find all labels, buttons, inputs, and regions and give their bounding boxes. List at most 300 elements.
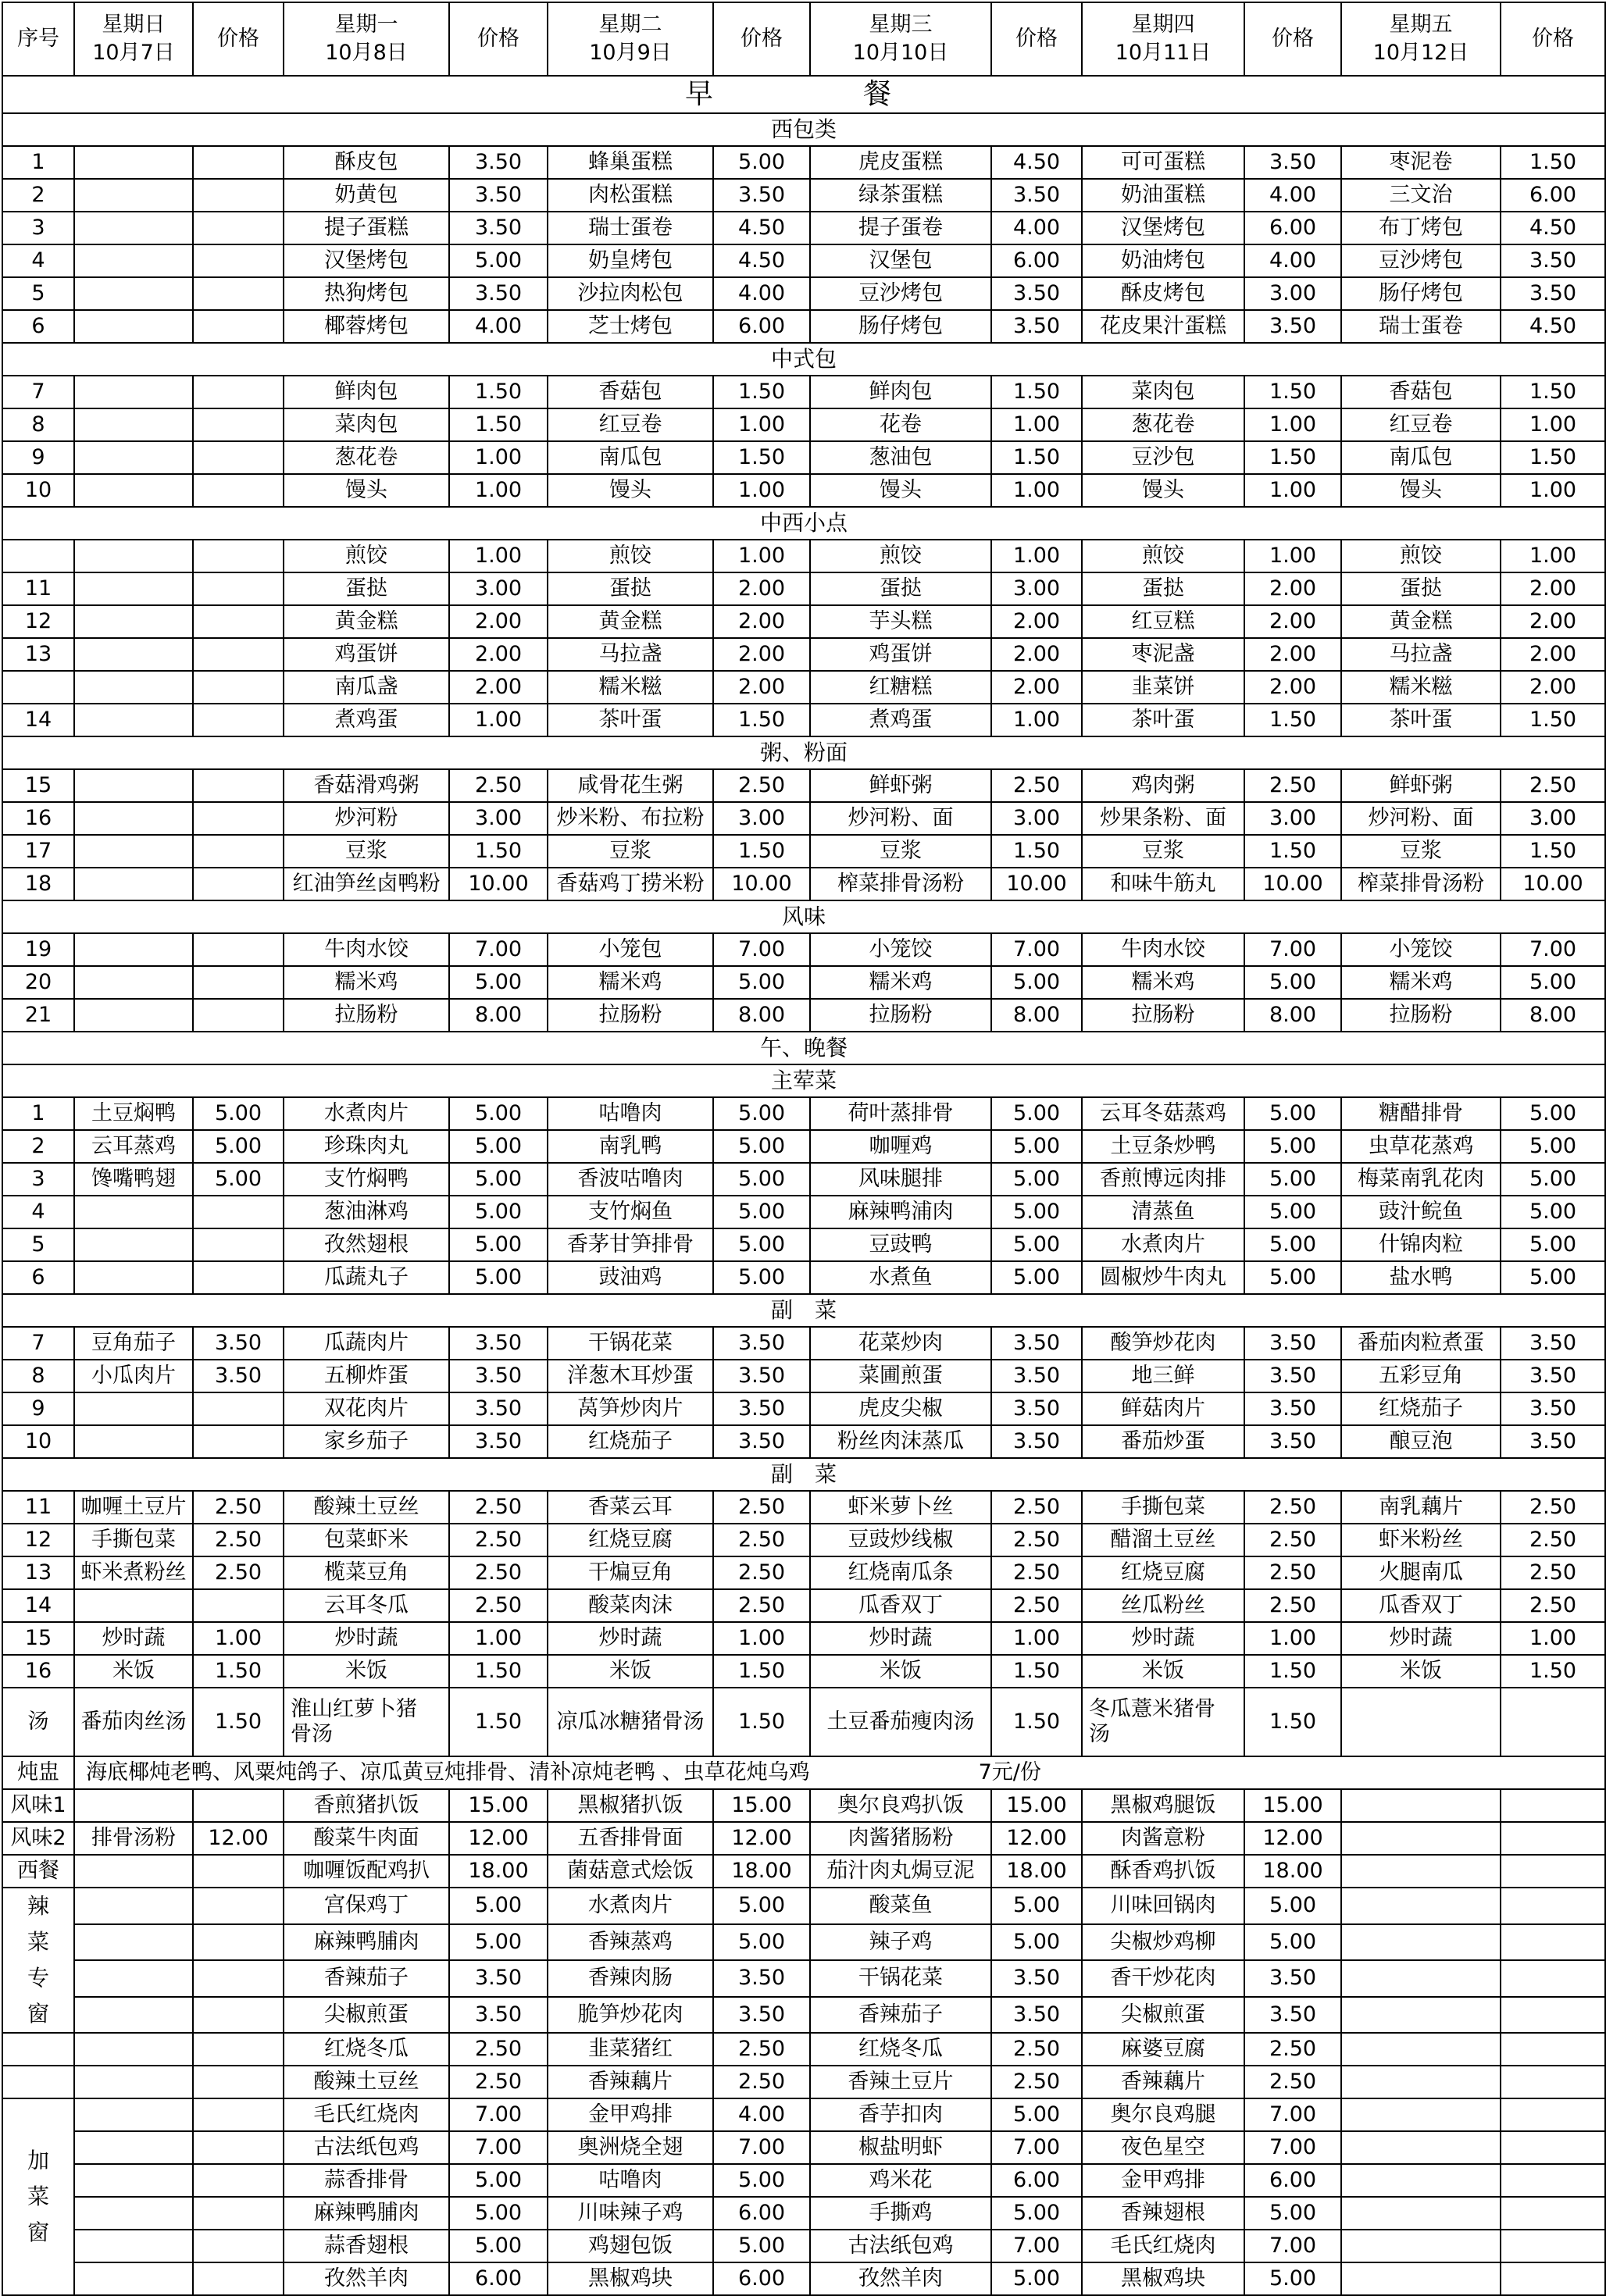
price-cell: 18.00 (1244, 1855, 1341, 1888)
dish-cell: 云耳冬菇蒸鸡 (1082, 1097, 1244, 1130)
price-cell (193, 2230, 284, 2262)
price-cell: 3.00 (1501, 802, 1605, 835)
row-number: 16 (2, 802, 74, 835)
price-cell: 3.00 (991, 802, 1082, 835)
price-cell: 1.50 (449, 835, 548, 868)
dish-cell: 椰蓉烤包 (284, 310, 449, 343)
dish-cell: 茶叶蛋 (548, 704, 713, 736)
price-cell (193, 1960, 284, 1997)
dish-cell (1341, 2131, 1501, 2164)
price-cell: 4.50 (1501, 212, 1605, 244)
price-cell (193, 212, 284, 244)
price-cell: 3.50 (449, 1960, 548, 1997)
price-cell: 5.00 (449, 1130, 548, 1163)
price-cell (193, 1924, 284, 1961)
dish-cell: 炒时蔬 (810, 1622, 991, 1655)
dish-cell: 干煸豆角 (548, 1556, 713, 1589)
dish-cell: 香芋扣肉 (810, 2098, 991, 2131)
section-title: 副 菜 (2, 1458, 1605, 1491)
price-cell: 5.00 (449, 1097, 548, 1130)
dish-cell: 炒河粉、面 (1341, 802, 1501, 835)
dish-cell: 麻婆豆腐 (1082, 2033, 1244, 2066)
dish-cell: 红烧豆腐 (548, 1524, 713, 1556)
row-number: 11 (2, 572, 74, 605)
dish-cell (1341, 2164, 1501, 2197)
dish-cell: 黄金糕 (548, 605, 713, 638)
menu-body (2, 76, 1605, 2295)
dish-cell: 榨菜排骨汤粉 (1341, 868, 1501, 900)
table-row (2, 802, 1605, 835)
price-cell: 5.00 (713, 2164, 810, 2197)
price-cell: 2.50 (1244, 1524, 1341, 1556)
dish-cell: 椒盐明虾 (810, 2131, 991, 2164)
price-cell: 4.50 (713, 244, 810, 277)
dish-cell: 虎皮尖椒 (810, 1392, 991, 1425)
price-cell: 4.00 (713, 277, 810, 310)
price-cell: 2.00 (1501, 605, 1605, 638)
table-row (2, 868, 1605, 900)
price-cell: 5.00 (713, 1097, 810, 1130)
price-cell (193, 572, 284, 605)
price-cell: 3.50 (991, 1360, 1082, 1392)
price-cell: 3.50 (1244, 310, 1341, 343)
dish-cell: 煎饺 (1082, 540, 1244, 572)
dish-cell: 淮山红萝卜猪 骨汤 (284, 1688, 449, 1756)
table-row (2, 704, 1605, 736)
dish-cell (74, 408, 193, 441)
dish-cell: 奶黄包 (284, 179, 449, 212)
row-number: 15 (2, 769, 74, 802)
weekly-menu-table (2, 2, 1606, 2296)
price-cell (193, 474, 284, 507)
dish-cell: 菜肉包 (284, 408, 449, 441)
spicy-row (2, 2033, 1605, 2066)
dish-cell: 五彩豆角 (1341, 1360, 1501, 1392)
price-cell: 2.50 (449, 1524, 548, 1556)
price-cell: 3.00 (1244, 802, 1341, 835)
dish-cell: 咖喱土豆片 (74, 1491, 193, 1524)
row-number: 14 (2, 1589, 74, 1622)
dish-cell: 菌菇意式烩饭 (548, 1855, 713, 1888)
price-cell: 3.50 (713, 1360, 810, 1392)
dish-cell: 马拉盏 (548, 638, 713, 671)
price-cell (193, 2131, 284, 2164)
dish-cell: 炒时蔬 (284, 1622, 449, 1655)
price-cell: 5.00 (193, 1163, 284, 1196)
dish-cell: 瑞士蛋卷 (1341, 310, 1501, 343)
dish-cell: 茄汁肉丸焗豆泥 (810, 1855, 991, 1888)
price-cell: 3.00 (713, 802, 810, 835)
dish-cell: 煮鸡蛋 (810, 704, 991, 736)
dish-cell: 榨菜排骨汤粉 (810, 868, 991, 900)
dish-cell: 煎饺 (548, 540, 713, 572)
dish-cell: 香茅甘笋排骨 (548, 1228, 713, 1261)
dish-cell: 菜肉包 (1082, 376, 1244, 408)
dish-cell: 炒时蔬 (74, 1622, 193, 1655)
dish-cell: 牛肉水饺 (284, 933, 449, 966)
dish-cell: 辣子鸡 (810, 1924, 991, 1961)
dish-cell: 云耳蒸鸡 (74, 1130, 193, 1163)
row-number: 5 (2, 1228, 74, 1261)
dish-cell: 汉堡烤包 (284, 244, 449, 277)
dish-cell: 牛肉水饺 (1082, 933, 1244, 966)
price-cell: 1.50 (1501, 441, 1605, 474)
price-cell: 3.50 (1244, 1425, 1341, 1458)
dish-cell: 尖椒煎蛋 (284, 1997, 449, 2034)
section-row (2, 900, 1605, 933)
price-cell: 2.50 (1244, 769, 1341, 802)
price-cell: 2.50 (1244, 1589, 1341, 1622)
price-cell: 5.00 (713, 1924, 810, 1961)
price-cell: 5.00 (713, 966, 810, 999)
dish-cell: 肠仔烤包 (810, 310, 991, 343)
price-cell: 12.00 (193, 1822, 284, 1855)
spicy-row (2, 1924, 1605, 1961)
dish-cell: 酥皮烤包 (1082, 277, 1244, 310)
section-row (2, 1458, 1605, 1491)
price-cell: 1.50 (193, 1655, 284, 1688)
row-number: 1 (2, 1097, 74, 1130)
price-cell: 1.00 (713, 1622, 810, 1655)
price-cell: 1.00 (991, 704, 1082, 736)
dish-cell: 提子蛋卷 (810, 212, 991, 244)
dish-cell: 虎皮蛋糕 (810, 146, 991, 179)
price-cell: 5.00 (991, 1163, 1082, 1196)
dish-cell: 孜然羊肉 (810, 2262, 991, 2295)
section-row (2, 343, 1605, 376)
price-cell: 1.00 (1501, 540, 1605, 572)
dish-cell: 馒头 (1341, 474, 1501, 507)
price-cell: 2.50 (991, 2033, 1082, 2066)
table-header (2, 2, 1605, 76)
dish-cell: 小笼饺 (1341, 933, 1501, 966)
dish-cell: 鲜肉包 (810, 376, 991, 408)
price-cell: 1.00 (1244, 1622, 1341, 1655)
row-label (2, 2033, 74, 2066)
header-cell: 价格 (1501, 2, 1605, 76)
dish-cell: 咖喱鸡 (810, 1130, 991, 1163)
price-cell: 6.00 (1244, 212, 1341, 244)
price-cell (193, 2098, 284, 2131)
dish-cell: 瑞士蛋卷 (548, 212, 713, 244)
dish-cell: 馒头 (1082, 474, 1244, 507)
dish-cell: 红烧茄子 (548, 1425, 713, 1458)
dish-cell: 黄金糕 (284, 605, 449, 638)
dish-cell: 馋嘴鸭翅 (74, 1163, 193, 1196)
dish-cell: 尖椒煎蛋 (1082, 1997, 1244, 2034)
price-cell: 1.50 (193, 1688, 284, 1756)
price-cell: 1.50 (1244, 1655, 1341, 1688)
price-cell: 3.50 (1244, 1392, 1341, 1425)
price-cell (193, 277, 284, 310)
dish-cell: 炒河粉、面 (810, 802, 991, 835)
dish-cell: 糯米鸡 (810, 966, 991, 999)
price-cell: 5.00 (991, 1261, 1082, 1294)
price-cell: 1.50 (991, 441, 1082, 474)
row-number: 8 (2, 408, 74, 441)
dish-cell: 拉肠粉 (548, 999, 713, 1032)
dish-cell: 汉堡包 (810, 244, 991, 277)
price-cell: 5.00 (1244, 1163, 1341, 1196)
price-cell (193, 933, 284, 966)
price-cell (193, 2066, 284, 2098)
dish-cell: 麻辣鸭脯肉 (284, 2197, 449, 2230)
price-cell: 2.50 (713, 1556, 810, 1589)
price-cell: 3.50 (713, 1392, 810, 1425)
dish-cell: 葱花卷 (284, 441, 449, 474)
row-number: 14 (2, 704, 74, 736)
section-title: 中西小点 (2, 507, 1605, 540)
row-label: 风味1 (2, 1789, 74, 1822)
price-cell: 3.50 (193, 1360, 284, 1392)
price-cell: 5.00 (449, 966, 548, 999)
price-cell: 6.00 (449, 2262, 548, 2295)
price-cell: 2.50 (1244, 2066, 1341, 2098)
dish-cell (74, 212, 193, 244)
dish-cell: 蜂巢蛋糕 (548, 146, 713, 179)
dish-cell: 土豆条炒鸭 (1082, 1130, 1244, 1163)
table-row (2, 1556, 1605, 1589)
row-number: 1 (2, 146, 74, 179)
dish-cell: 红糖糕 (810, 671, 991, 704)
dish-cell: 粉丝肉沫蒸瓜 (810, 1425, 991, 1458)
dish-cell: 香煎博远肉排 (1082, 1163, 1244, 1196)
dish-cell: 番茄炒蛋 (1082, 1425, 1244, 1458)
price-cell: 4.50 (991, 146, 1082, 179)
price-cell: 7.00 (991, 933, 1082, 966)
dish-cell (74, 146, 193, 179)
price-cell: 1.50 (449, 1655, 548, 1688)
dish-cell: 排骨汤粉 (74, 1822, 193, 1855)
price-cell (193, 1261, 284, 1294)
price-cell (1501, 1688, 1605, 1756)
dish-cell: 可可蛋糕 (1082, 146, 1244, 179)
dish-cell: 孜然翅根 (284, 1228, 449, 1261)
dish-cell: 双花肉片 (284, 1392, 449, 1425)
dish-cell: 水煮肉片 (548, 1888, 713, 1924)
row-number: 10 (2, 474, 74, 507)
dish-cell: 鲜肉包 (284, 376, 449, 408)
dish-cell: 咕噜肉 (548, 2164, 713, 2197)
table-row (2, 933, 1605, 966)
table-row (2, 769, 1605, 802)
dish-cell: 南乳鸭 (548, 1130, 713, 1163)
dish-cell: 炒米粉、布拉粉 (548, 802, 713, 835)
dish-cell (74, 1924, 193, 1961)
header-cell: 价格 (713, 2, 810, 76)
price-cell: 6.00 (1244, 2164, 1341, 2197)
dish-cell: 毛氏红烧肉 (284, 2098, 449, 2131)
dish-cell (1341, 2098, 1501, 2131)
dish-cell: 水煮鱼 (810, 1261, 991, 1294)
dish-cell: 米饭 (1341, 1655, 1501, 1688)
dish-cell: 酸辣土豆丝 (284, 2066, 449, 2098)
dish-cell: 煮鸡蛋 (284, 704, 449, 736)
row-number: 3 (2, 212, 74, 244)
row-number (2, 671, 74, 704)
dish-cell: 煎饺 (284, 540, 449, 572)
price-cell: 5.00 (193, 1130, 284, 1163)
price-cell (193, 179, 284, 212)
dish-cell: 鲜菇肉片 (1082, 1392, 1244, 1425)
price-cell: 1.50 (1244, 376, 1341, 408)
dish-cell (74, 1855, 193, 1888)
addon-row (2, 2164, 1605, 2197)
dish-cell: 手撕鸡 (810, 2197, 991, 2230)
price-cell: 1.50 (1244, 704, 1341, 736)
price-cell: 2.00 (713, 605, 810, 638)
price-cell: 5.00 (1501, 1196, 1605, 1228)
dish-cell: 豆角茄子 (74, 1327, 193, 1360)
dish-cell: 凉瓜冰糖猪骨汤 (548, 1688, 713, 1756)
dish-cell: 脆笋炒花肉 (548, 1997, 713, 2034)
dish-cell: 清蒸鱼 (1082, 1196, 1244, 1228)
price-cell: 2.50 (713, 2066, 810, 2098)
dish-cell: 蛋挞 (810, 572, 991, 605)
header-cell: 星期日 10月7日 (74, 2, 193, 76)
price-cell: 4.00 (713, 2098, 810, 2131)
price-cell: 8.00 (449, 999, 548, 1032)
row-number: 8 (2, 1360, 74, 1392)
price-cell (193, 769, 284, 802)
price-cell: 2.50 (991, 1556, 1082, 1589)
dish-cell: 干锅花菜 (810, 1960, 991, 1997)
table-row (2, 1261, 1605, 1294)
row-number: 12 (2, 1524, 74, 1556)
price-cell: 2.50 (991, 1491, 1082, 1524)
price-cell: 2.00 (449, 605, 548, 638)
dish-cell (1341, 2230, 1501, 2262)
dish-cell: 火腿南瓜 (1341, 1556, 1501, 1589)
dish-cell: 炒时蔬 (1082, 1622, 1244, 1655)
price-cell (1501, 2066, 1605, 2098)
spicy-row (2, 2066, 1605, 2098)
dish-cell: 支竹焖鱼 (548, 1196, 713, 1228)
dish-cell: 香辣肉肠 (548, 1960, 713, 1997)
dish-cell: 炒果条粉、面 (1082, 802, 1244, 835)
price-cell (193, 310, 284, 343)
price-cell: 5.00 (1244, 1924, 1341, 1961)
price-cell: 1.50 (713, 441, 810, 474)
dish-cell: 花卷 (810, 408, 991, 441)
price-cell: 5.00 (713, 1261, 810, 1294)
dish-cell: 奥尔良鸡扒饭 (810, 1789, 991, 1822)
price-cell: 2.00 (713, 671, 810, 704)
dish-cell: 豆沙烤包 (810, 277, 991, 310)
dish-cell: 黑椒鸡腿饭 (1082, 1789, 1244, 1822)
price-cell: 7.00 (1501, 933, 1605, 966)
price-cell: 5.00 (1244, 1888, 1341, 1924)
section-title: 西包类 (2, 113, 1605, 146)
dish-cell (74, 540, 193, 572)
dish-cell: 豆浆 (1341, 835, 1501, 868)
price-cell: 3.50 (449, 277, 548, 310)
dish-cell: 和味牛筋丸 (1082, 868, 1244, 900)
dish-cell: 花皮果汁蛋糕 (1082, 310, 1244, 343)
dish-cell: 红烧冬瓜 (810, 2033, 991, 2066)
price-cell: 5.00 (1244, 1097, 1341, 1130)
price-cell: 3.50 (449, 146, 548, 179)
dish-cell (74, 376, 193, 408)
price-cell: 7.00 (713, 933, 810, 966)
price-cell: 5.00 (713, 1130, 810, 1163)
row-number: 10 (2, 1425, 74, 1458)
price-cell: 2.50 (713, 1491, 810, 1524)
price-cell: 3.50 (1244, 1997, 1341, 2034)
table-row (2, 1392, 1605, 1425)
dish-cell: 土豆番茄瘦肉汤 (810, 1688, 991, 1756)
row-number: 12 (2, 605, 74, 638)
price-cell: 1.50 (1244, 1688, 1341, 1756)
dish-cell: 冬瓜薏米猪骨 汤 (1082, 1688, 1244, 1756)
header-cell: 星期三 10月10日 (810, 2, 991, 76)
price-cell: 5.00 (449, 1196, 548, 1228)
price-cell: 1.00 (449, 1622, 548, 1655)
dish-cell (74, 671, 193, 704)
section-title: 早 餐 (2, 76, 1605, 113)
dish-cell: 川味回锅肉 (1082, 1888, 1244, 1924)
price-cell: 2.00 (1244, 572, 1341, 605)
dish-cell: 鸡肉粥 (1082, 769, 1244, 802)
row-number: 4 (2, 1196, 74, 1228)
dish-cell: 酸菜牛肉面 (284, 1822, 449, 1855)
dish-cell: 馒头 (548, 474, 713, 507)
price-cell: 5.00 (1244, 966, 1341, 999)
price-cell: 8.00 (991, 999, 1082, 1032)
row-number: 9 (2, 441, 74, 474)
dish-cell: 南乳藕片 (1341, 1491, 1501, 1524)
addon-window-label: 加 菜 窗 (2, 2098, 74, 2295)
dish-cell: 韭菜饼 (1082, 671, 1244, 704)
dish-cell: 圆椒炒牛肉丸 (1082, 1261, 1244, 1294)
dish-cell: 黑椒鸡块 (548, 2262, 713, 2295)
price-cell: 5.00 (1244, 1196, 1341, 1228)
price-cell: 5.00 (713, 146, 810, 179)
price-cell: 2.50 (991, 769, 1082, 802)
price-cell (193, 868, 284, 900)
dish-cell: 糖醋排骨 (1341, 1097, 1501, 1130)
dish-cell: 黄金糕 (1341, 605, 1501, 638)
dish-cell: 水煮肉片 (284, 1097, 449, 1130)
header-cell: 星期二 10月9日 (548, 2, 713, 76)
price-cell: 3.50 (991, 310, 1082, 343)
dish-cell (74, 769, 193, 802)
price-cell: 1.50 (713, 835, 810, 868)
dish-cell: 米饭 (810, 1655, 991, 1688)
price-cell: 3.50 (991, 179, 1082, 212)
dish-cell: 南瓜包 (1341, 441, 1501, 474)
dish-cell: 拉肠粉 (810, 999, 991, 1032)
price-cell: 5.00 (193, 1097, 284, 1130)
dish-cell: 瓜蔬丸子 (284, 1261, 449, 1294)
price-cell: 2.50 (449, 769, 548, 802)
table-row (2, 146, 1605, 179)
table-row (2, 1360, 1605, 1392)
section-title: 粥、粉面 (2, 736, 1605, 769)
price-cell: 2.50 (449, 2066, 548, 2098)
price-cell: 5.00 (991, 2197, 1082, 2230)
dish-cell: 糯米鸡 (284, 966, 449, 999)
price-cell: 10.00 (449, 868, 548, 900)
dish-cell: 枣泥盏 (1082, 638, 1244, 671)
row-number: 2 (2, 1130, 74, 1163)
price-cell: 5.00 (1244, 2262, 1341, 2295)
price-cell (1501, 2033, 1605, 2066)
addon-row (2, 2262, 1605, 2295)
dish-cell: 肉酱猪肠粉 (810, 1822, 991, 1855)
price-cell: 8.00 (1501, 999, 1605, 1032)
price-cell (1501, 2197, 1605, 2230)
